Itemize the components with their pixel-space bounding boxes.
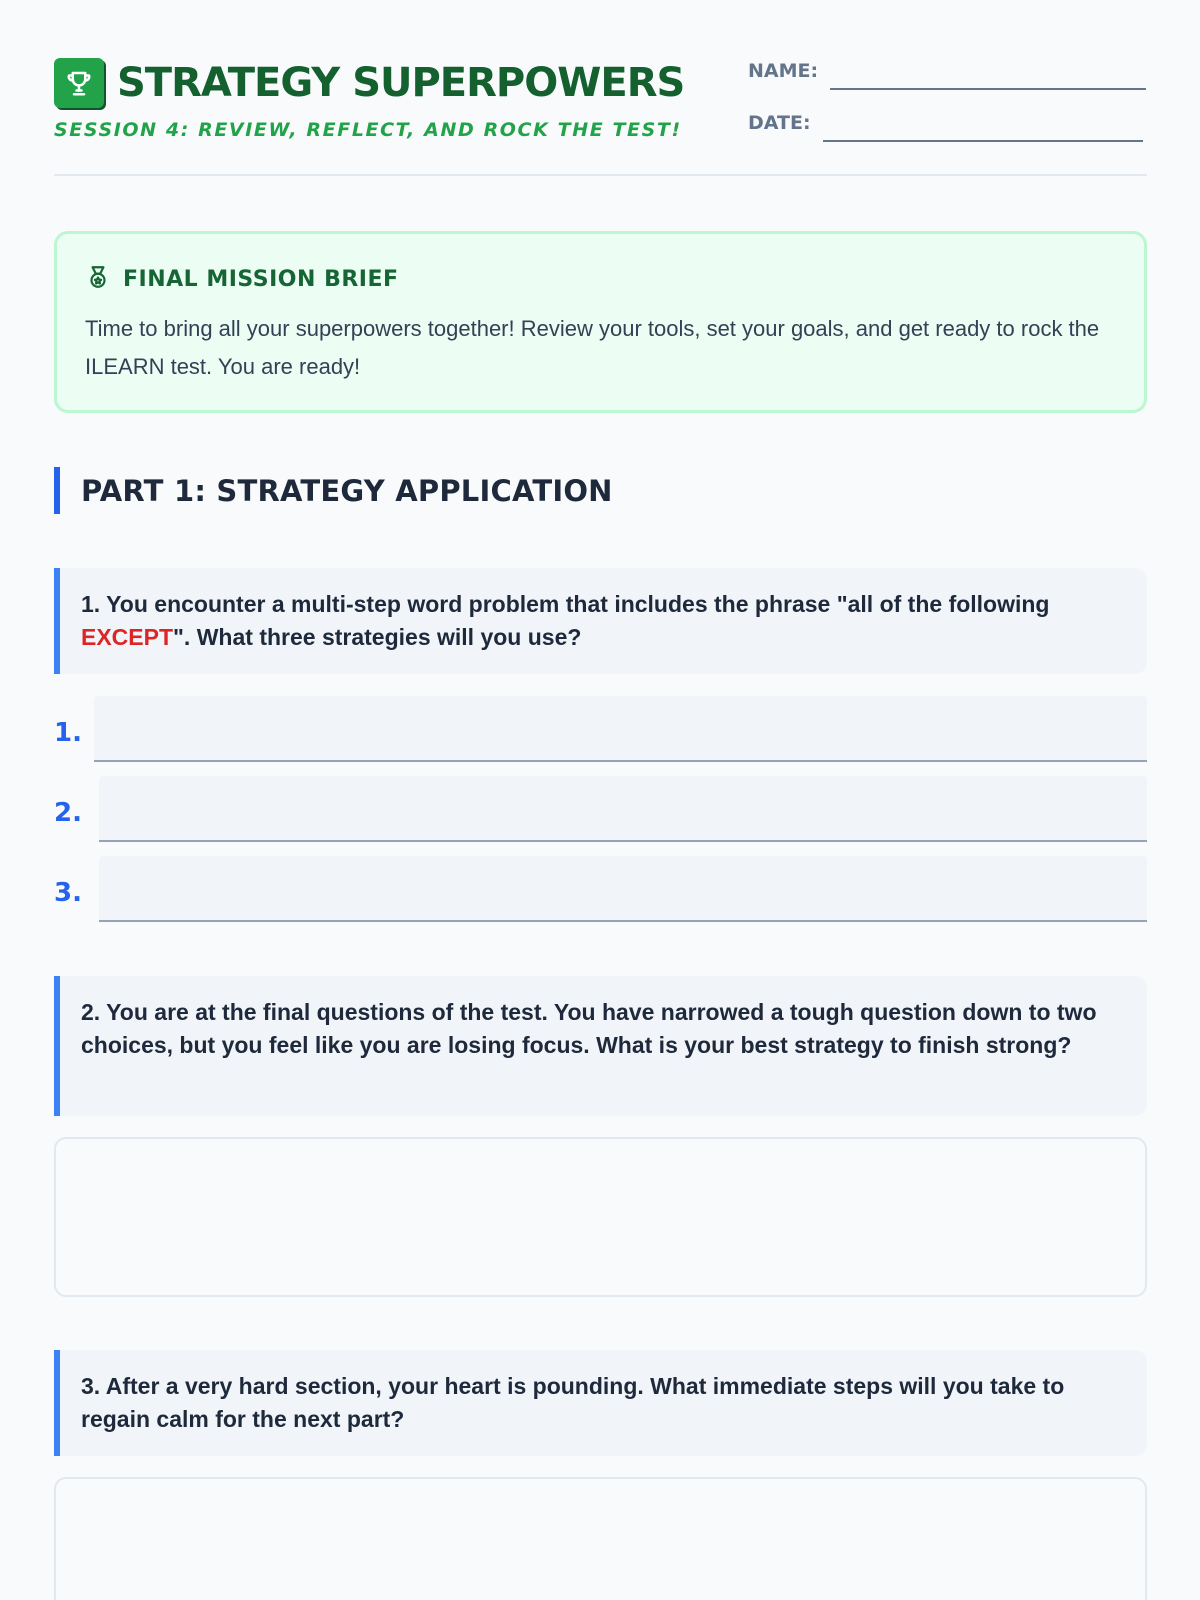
answer-row-1[interactable] <box>54 696 1147 762</box>
title-row <box>54 58 684 108</box>
question-card-1 <box>54 568 1147 674</box>
brief-title: FINAL MISSION BRIEF <box>123 267 399 292</box>
page-subtitle: SESSION 4: REVIEW, REFLECT, AND ROCK THE TEST! <box>54 119 682 141</box>
question-text-3: 3. After a very hard section, your heart is pounding. What immediate steps will you take to regain calm for the next part? <box>81 1373 1065 1432</box>
name-line[interactable] <box>830 88 1146 90</box>
part-1-heading <box>54 467 613 514</box>
date-line[interactable] <box>823 140 1143 142</box>
answer-number: 1. <box>54 718 82 748</box>
answer-number: 3. <box>54 878 82 908</box>
question-1-text-before: 1. You encounter a multi-step word problem that includes the phrase "all of the following <box>81 591 1050 617</box>
question-text-1 <box>81 588 1117 654</box>
question-1-highlight: EXCEPT <box>81 624 174 650</box>
worksheet-page <box>54 0 1147 1600</box>
section-title: PART 1: STRATEGY APPLICATION <box>81 473 613 508</box>
worksheet-header <box>54 56 1147 176</box>
name-field[interactable] <box>748 60 1146 82</box>
name-label: NAME: <box>748 60 819 82</box>
trophy-icon <box>54 58 104 108</box>
mission-brief-box <box>54 231 1147 413</box>
answer-line[interactable] <box>94 696 1147 762</box>
date-label: DATE: <box>748 112 811 134</box>
answer-line[interactable] <box>99 776 1147 842</box>
medal-icon <box>85 264 111 295</box>
brief-heading <box>85 264 399 295</box>
answer-box-3[interactable] <box>54 1477 1147 1600</box>
page-title: STRATEGY SUPERPOWERS <box>117 60 685 106</box>
answer-row-2[interactable] <box>54 776 1147 842</box>
date-field[interactable] <box>748 112 1143 134</box>
answer-line[interactable] <box>99 856 1147 922</box>
question-card-3 <box>54 1350 1147 1456</box>
brief-text: Time to bring all your superpowers together! Review your tools, set your goals, and get ready to rock the ILEARN test. You are ready! <box>85 316 1100 379</box>
question-text-2: 2. You are at the final questions of the test. You have narrowed a tough question down to two choices, but you feel like you are losing focus. What is your best strategy to finish strong? <box>81 999 1097 1058</box>
answer-box-2[interactable] <box>54 1137 1147 1297</box>
question-card-2 <box>54 976 1147 1116</box>
question-1-text-after: ". What three strategies will you use? <box>173 624 582 650</box>
answer-number: 2. <box>54 798 82 828</box>
answer-row-3[interactable] <box>54 856 1147 922</box>
